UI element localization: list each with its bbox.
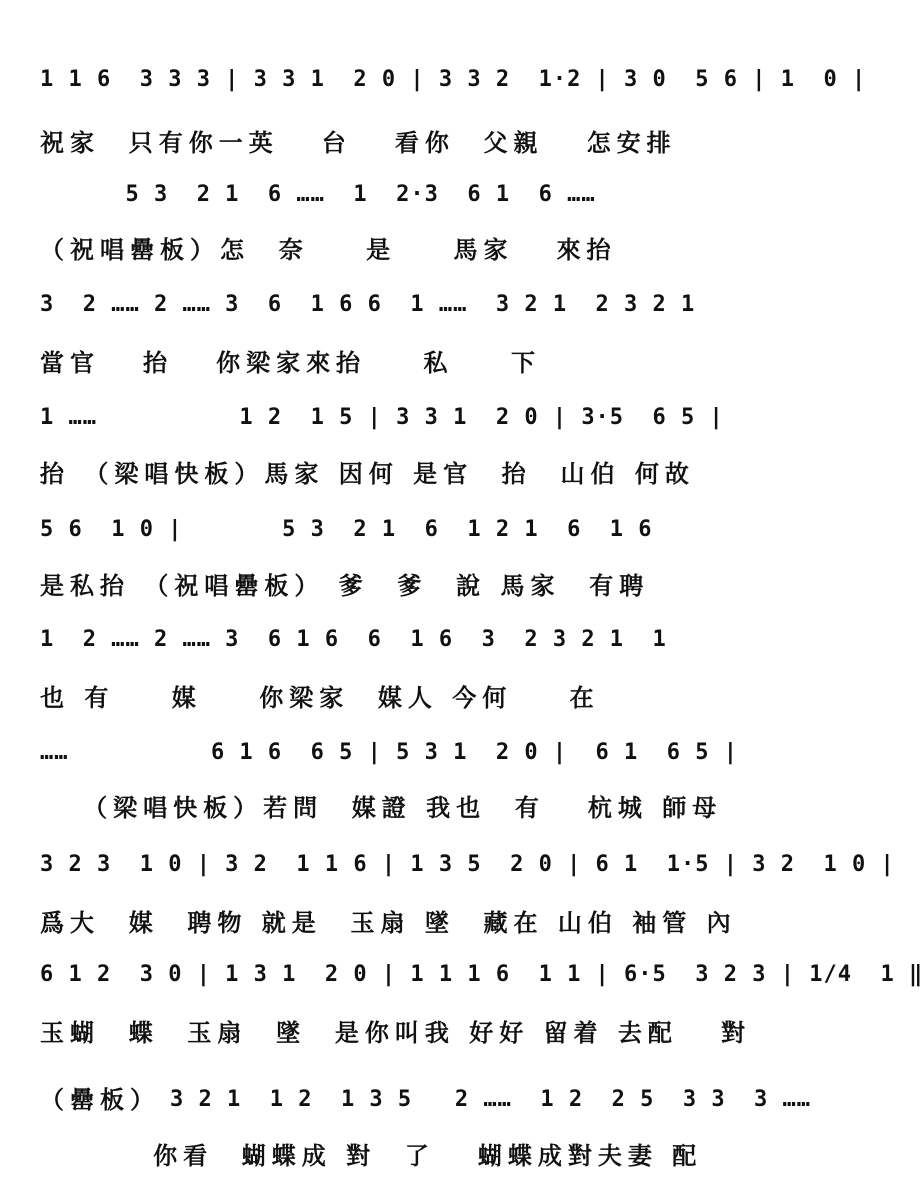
notes-line-5: 5 6 1 0 | 5 3 2 1 6 1 2 1 6 1 6 (40, 517, 653, 542)
lyrics-line-5: 是私抬 （祝唱罍板） 爹 爹 說 馬家 有聘 (40, 571, 650, 600)
lyrics-line-3: 當官 抬 你梁家來抬 私 下 (40, 348, 541, 377)
notes-line-1: 1 1 6 3 3 3 | 3 3 1 2 0 | 3 3 2 1·2 | 3 0 5 6 | 1 0 | (40, 67, 867, 92)
notes-line-3: 3 2 …… 2 …… 3 6 1 6 6 1 …… 3 2 1 2 3 2 1 (40, 292, 696, 317)
lyrics-line-6: 也 有 媒 你梁家 媒人 今何 在 (40, 683, 600, 712)
notes-line-8: 3 2 3 1 0 | 3 2 1 1 6 | 1 3 5 2 0 | 6 1 1·5 | 3 2 1 0 | (40, 852, 895, 877)
lyrics-line-7: （梁唱快板）若問 媒證 我也 有 杭城 師母 (40, 793, 723, 822)
notes-line-7: …… 6 1 6 6 5 | 5 3 1 2 0 | 6 1 6 5 | (40, 740, 739, 765)
lyrics-line-4: 抬 （梁唱快板）馬家 因何 是官 抬 山伯 何故 (40, 459, 695, 488)
notes-line-6: 1 2 …… 2 …… 3 6 1 6 6 1 6 3 2 3 2 1 1 (40, 627, 667, 652)
lyrics-line-2: （祝唱罍板）怎 奈 是 馬家 來抬 (40, 235, 617, 264)
lyrics-line-8: 爲大 媒 聘物 就是 玉扇 墜 藏在 山伯 袖管 內 (40, 908, 737, 937)
lyrics-line-10: 你看 蝴蝶成 對 了 蝴蝶成對夫妻 配 (110, 1141, 703, 1170)
lyrics-line-1: 祝家 只有你一英 台 看你 父親 怎安排 (40, 128, 677, 157)
notes-line-9: 6 1 2 3 0 | 1 3 1 2 0 | 1 1 1 6 1 1 | 6·5 3 2 3 | 1/4 1 ‖ (40, 962, 923, 987)
notes-line-2: 5 3 2 1 6 …… 1 2·3 6 1 6 …… (40, 182, 596, 207)
notes-line-4: 1 …… 1 2 1 5 | 3 3 1 2 0 | 3·5 6 5 | (40, 405, 724, 430)
notes-line-10: 3 2 1 1 2 1 3 5 2 …… 1 2 2 5 3 3 3 …… (170, 1087, 812, 1112)
lyrics-line-9: 玉蝴 蝶 玉扇 墜 是你叫我 好好 留着 去配 對 (40, 1018, 751, 1047)
label-line-10: （罍板） (40, 1085, 160, 1114)
